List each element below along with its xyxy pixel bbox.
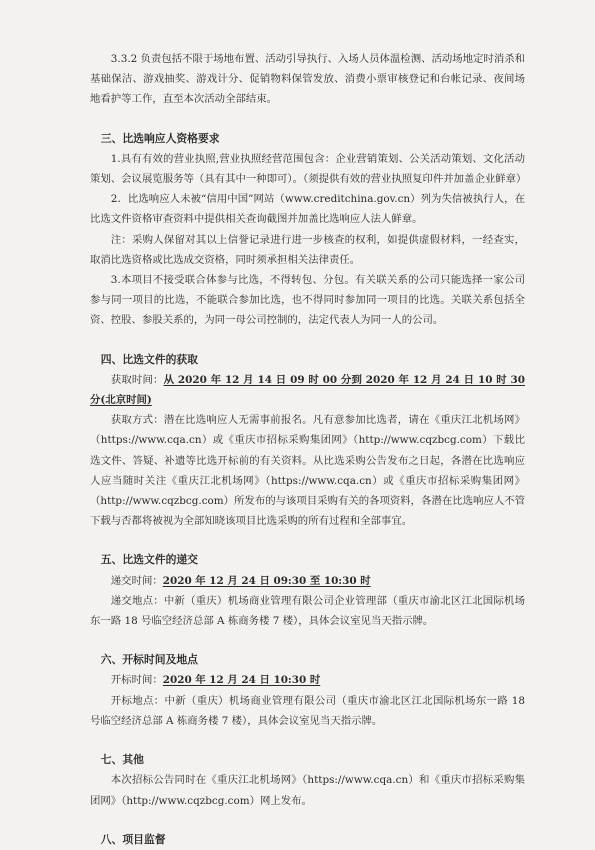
section-4-method: 获取方式：潜在比选响应人无需事前报名。凡有意参加比选者，请在《重庆江北机场网》（https://www.cqa.cn）或《重庆市招标采购集团网》（http://www.cqzbcg.com）下载比选文件、答疑、补遗等比选开标前的有关资料。从比选采购公告发布之日起，各潜在比选响应人应当随时关注《重庆江北机场网》（https://www.cqa.cn）或《重庆市招标采购集团网》（http://www.cqzbcg.com）所发布的与该项目采购有关的各项资料，各潜在比选响应人不管下载与否都将被视为全部知晓该项目比选采购的所有过程和全部事宜。 — [90, 414, 525, 528]
section-7-text: 本次招标公告同时在《重庆江北机场网》（https://www.cqa.cn）和《重庆市招标采购集团网》（http://www.cqzbcg.com）网上发布。 — [90, 774, 525, 807]
section-6-place: 开标地点：中新（重庆）机场商业管理有限公司（重庆市渝北区江北国际机场东一路 18 号临空经济总部 A 栋商务楼 7 楼），具体会议室见当天指示牌。 — [90, 694, 525, 727]
section-4-time-label: 获取时间： — [110, 373, 164, 386]
section-3-title: 三、比选响应人资格要求 — [100, 131, 220, 145]
section-7-title: 七、其他 — [100, 753, 144, 767]
section-3-item-3: 3.本项目不接受联合体参与比选，不得转包、分包。有关联关系的公司只能选择一家公司参与同一项目的比选，不能联合参加比选，也不得同时参加同一项目的比选。关联关系包括全资、控股、参股关系的，为同一母公司控制的，法定代表人为同一人的公司。 — [90, 274, 525, 327]
section-6-title: 六、开标时间及地点 — [100, 653, 198, 667]
section-3-item-2: 2．比选响应人未被“信用中国”网站（www.creditchina.gov.cn）列为失信被执行人，在比选文件资格审查资料中提供相关查询截图并加盖比选响应人法人鲜章。 — [90, 193, 525, 226]
section-4-title: 四、比选文件的获取 — [100, 352, 198, 366]
section-5-time — [90, 571, 525, 591]
section-8-title: 八、项目监督 — [100, 832, 166, 846]
section-5-title: 五、比选文件的递交 — [100, 553, 198, 567]
section-3-note: 注：采购人保留对其以上信誉记录进行进一步核查的权利，如提供虚假材料，一经查实，取消比选资格或比选成交资格，同时须承担相关法律责任。 — [90, 233, 525, 266]
section-6-time-label: 开标时间： — [110, 674, 163, 687]
clause-3-3-2: 3.3.2 负责包括不限于场地布置、活动引导执行、入场人员体温检测、活动场地定时消杀和基础保洁、游戏抽奖、游戏计分、促销物料保管发放、消费小票审核登记和台帐记录、夜间场地看护等工作，直至本次活动全部结束。 — [90, 53, 525, 106]
section-6-time — [90, 670, 525, 690]
section-3-item-1: 1.具有有效的营业执照,营业执照经营范围包含：企业营销策划、公关活动策划、文化活动策划、会议展览服务等（具有其中一种即可）。（须提供有效的营业执照复印件并加盖企业鲜章） — [90, 152, 527, 186]
section-5-time-label: 递交时间： — [110, 574, 163, 587]
section-5-place: 递交地点：中新（重庆）机场商业管理有限公司企业管理部（重庆市渝北区江北国际机场东一路 18 号临空经济总部 A 栋商务楼 7 楼），具体会议室见当天指示牌。 — [90, 594, 525, 628]
section-4-time — [90, 370, 525, 410]
section-6-time-value: 2020 年 12 月 24 日 10:30 时 — [162, 674, 321, 687]
section-4-time-value: 从 2020 年 12 月 14 日 09 时 00 分到 2020 年 12 月 24 日 10 时 30 分(北京时间) — [90, 373, 526, 407]
section-5-time-value: 2020 年 12 月 24 日 09:30 至 10:30 时 — [162, 574, 371, 587]
